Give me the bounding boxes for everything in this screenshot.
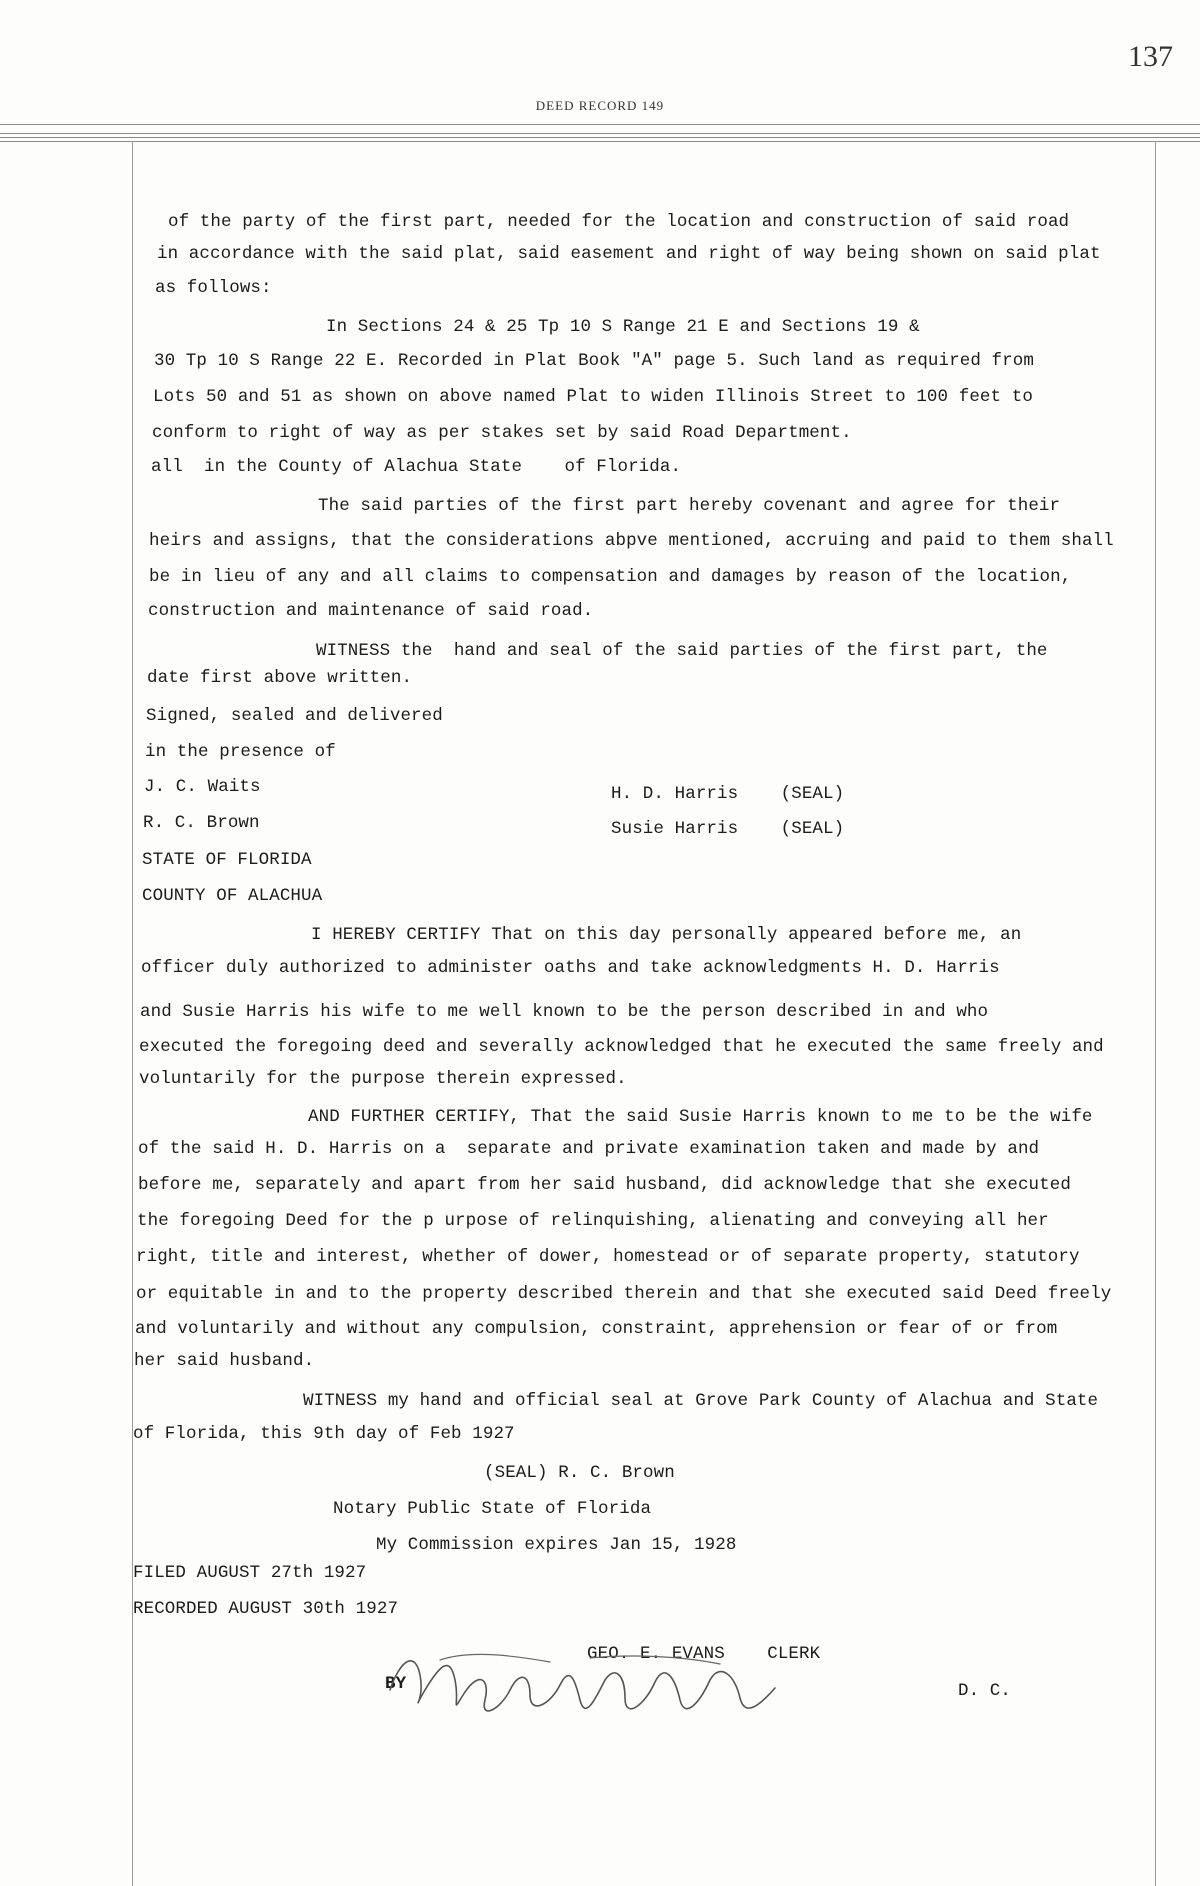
text-line: heirs and assigns, that the considerations abpve mentioned, accruing and paid to them shall <box>149 531 1114 551</box>
text-line: Lots 50 and 51 as shown on above named Plat to widen Illinois Street to 100 feet to <box>153 387 1033 407</box>
text-line: AND FURTHER CERTIFY, That the said Susie Harris known to me to be the wife <box>308 1107 1093 1127</box>
text-line: In Sections 24 & 25 Tp 10 S Range 21 E and Sections 19 & <box>326 317 920 337</box>
text-line: WITNESS the hand and seal of the said parties of the first part, the <box>316 641 1048 661</box>
header-rule-top <box>0 124 1200 125</box>
header-rule-3 <box>0 141 1200 142</box>
text-line: in accordance with the said plat, said easement and right of way being shown on said plat <box>157 244 1101 264</box>
signatory-2: Susie Harris (SEAL) <box>611 819 845 839</box>
text-line: as follows: <box>155 278 272 298</box>
right-margin-rule <box>1155 141 1156 1886</box>
text-line: of the party of the first part, needed for the location and construction of said road <box>168 212 1070 232</box>
notary-seal-line: (SEAL) R. C. Brown <box>484 1463 675 1483</box>
witness-1: J. C. Waits <box>144 777 261 797</box>
text-line: COUNTY OF ALACHUA <box>142 886 323 906</box>
deputy-clerk-signature <box>380 1620 800 1740</box>
text-line: officer duly authorized to administer oaths and take acknowledgments H. D. Harris <box>141 958 1000 978</box>
text-line: of the said H. D. Harris on a separate and private examination taken and made by and <box>138 1139 1040 1159</box>
text-line: all in the County of Alachua State of Florida. <box>151 457 682 477</box>
text-line: I HEREBY CERTIFY That on this day personally appeared before me, an <box>311 925 1022 945</box>
text-line: and voluntarily and without any compulsion, constraint, apprehension or fear of or from <box>135 1319 1058 1339</box>
clerk-name: GEO. E. EVANS CLERK <box>587 1644 821 1664</box>
commission-expiry: My Commission expires Jan 15, 1928 <box>376 1535 737 1555</box>
deputy-clerk-label: D. C. <box>958 1681 1012 1701</box>
text-line: 30 Tp 10 S Range 22 E. Recorded in Plat Book "A" page 5. Such land as required from <box>154 351 1034 371</box>
text-line: or equitable in and to the property described therein and that she executed said Deed freely <box>136 1284 1112 1304</box>
text-line: STATE OF FLORIDA <box>142 850 312 870</box>
header-rule-2 <box>0 137 1200 138</box>
text-line: right, title and interest, whether of dower, homestead or of separate property, statutory <box>136 1247 1080 1267</box>
text-line: The said parties of the first part hereby covenant and agree for their <box>318 496 1061 516</box>
text-line: voluntarily for the purpose therein expressed. <box>139 1069 627 1089</box>
recorded-date: RECORDED AUGUST 30th 1927 <box>133 1599 399 1619</box>
text-line: construction and maintenance of said road. <box>148 601 594 621</box>
text-line: date first above written. <box>147 668 413 688</box>
text-line: WITNESS my hand and official seal at Grove Park County of Alachua and State <box>303 1391 1099 1411</box>
text-line: executed the foregoing deed and severally acknowledged that he executed the same freely and <box>139 1037 1104 1057</box>
filed-date: FILED AUGUST 27th 1927 <box>133 1563 367 1583</box>
text-line: be in lieu of any and all claims to compensation and damages by reason of the location, <box>149 567 1072 587</box>
text-line: of Florida, this 9th day of Feb 1927 <box>133 1424 515 1444</box>
text-line: Signed, sealed and delivered <box>146 706 443 726</box>
running-head: DEED RECORD 149 <box>535 98 665 113</box>
header-rule-1 <box>0 133 1200 134</box>
text-line: before me, separately and apart from her said husband, did acknowledge that she executed <box>138 1175 1071 1195</box>
text-line: conform to right of way as per stakes set by said Road Department. <box>152 423 852 443</box>
by-label: BY <box>385 1674 407 1694</box>
text-line: and Susie Harris his wife to me well known to be the person described in and who <box>140 1002 989 1022</box>
text-line: the foregoing Deed for the p urpose of relinquishing, alienating and conveying all her <box>137 1211 1049 1231</box>
page-number: 137 <box>1128 40 1173 73</box>
signatory-1: H. D. Harris (SEAL) <box>611 784 845 804</box>
text-line: in the presence of <box>145 742 336 762</box>
text-line: her said husband. <box>134 1351 315 1371</box>
left-margin-rule <box>132 141 133 1886</box>
witness-2: R. C. Brown <box>143 813 260 833</box>
notary-title: Notary Public State of Florida <box>333 1499 652 1519</box>
